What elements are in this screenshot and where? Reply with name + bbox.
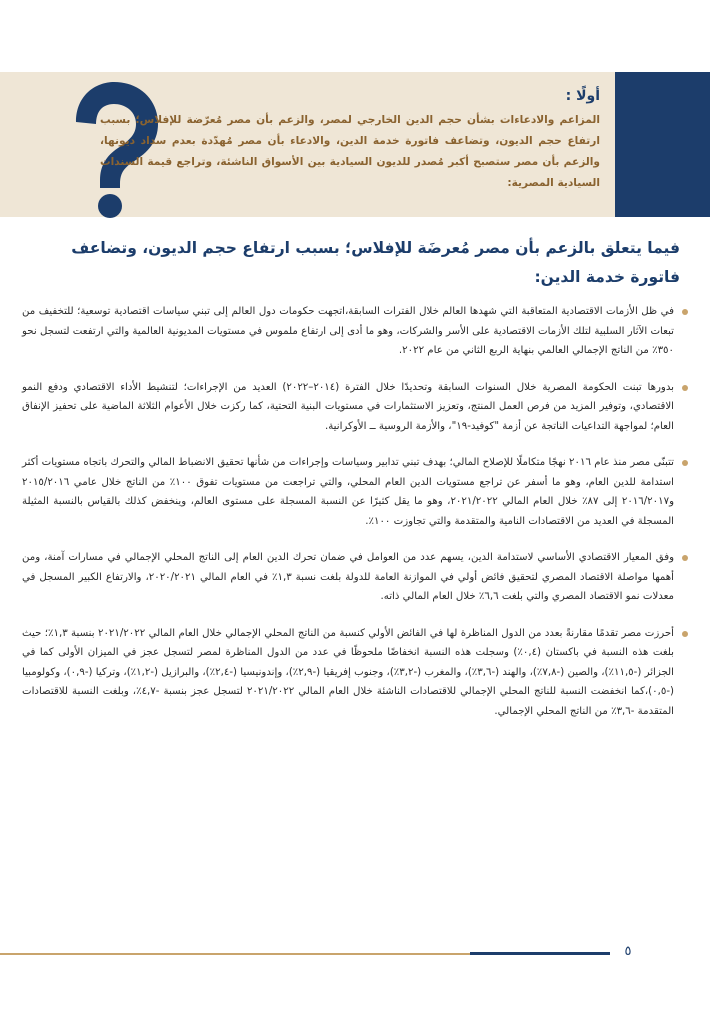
- bullet-dot-icon: [682, 555, 688, 561]
- banner-body: المزاعم والادعاءات بشأن حجم الدين الخارجي لمصر، والزعم بأن مصر مُعرّضة للإفلاس؛ بسبب ارتفاع حجم الديون، وتضاعف فاتورة خدمة الدين، والادعاء بأن مصر مُهدّدة بعدم سداد ديونها، والزعم بأن مصر ستصبح أكبر مُصدر للديون السيادية بين الأسواق الناشئة، وتراجع قيمة السندات السيادية المصرية:: [100, 114, 600, 189]
- list-item: [22, 378, 688, 437]
- footer-divider-accent: [470, 952, 610, 955]
- bullet-dot-icon: [682, 460, 688, 466]
- bullet-dot-icon: [682, 631, 688, 637]
- bullet-dot-icon: [682, 309, 688, 315]
- banner-accent-bar: [615, 72, 710, 217]
- list-item-text: أحرزت مصر تقدمًا مقارنةً بعدد من الدول المناظرة لها في الفائض الأولي كنسبة من الناتج المحلي الإجمالي خلال العام المالي ٢٠٢١/٢٠٢٢ بنسبة ١,٣٪؛ حيث بلغت هذه النسبة في باكستان (٠,٤٪) وسجلت هذه النسبة انخفاضًا ملحوظًا في عدد من الدول المناظرة لمصر لتسجل عجز في الميزان الأولى كما في الجزائر (-١١,٥٪)، والصين (-٧,٨٪)، والهند (-٣,٦٪)، والمغرب (-٣,٢٪)، وجنوب إفريقيا (-٢,٩٪)، وإندونيسيا (-٢,٤٪)، والبرازيل (-١,٢٪)، وتركيا (-٠,٩)، وكولومبيا (-٠,٥)،كما انخفضت النسبة للناتج المحلي الإجمالي للاقتصادات الناشئة خلال العام المالي ٢٠٢١/٢٠٢٢ لتسجل عجز بنسبة -٤,٧٪، وبلغت النسبة للاقتصادات المتقدمة -٣,٦٪ من الناتج المحلي الإجمالي.: [22, 627, 675, 717]
- list-item: [22, 453, 688, 531]
- list-item-text: في ظل الأزمات الاقتصادية المتعاقبة التي شهدها العالم خلال الفترات السابقة،اتجهت حكومات دول العالم إلى تبني سياسات اقتصادية توسعية؛ للتخفيف من تبعات الآثار السلبية لتلك الأزمات الاقتصادية على الأسر والشركات، وهو ما أدى إلى ارتفاع ملموس في مستويات المديونية العالمية والتي ارتفعت لتسجل نحو ٣٥٠٪ من الناتج الإجمالي العالمي بنهاية الربع الثاني من عام ٢٠٢٢.: [22, 306, 674, 356]
- list-item: [22, 624, 688, 722]
- list-item: [22, 548, 688, 607]
- bullet-list: [22, 302, 688, 738]
- list-item-text: وفق المعيار الاقتصادي الأساسي لاستدامة الدين، يسهم عدد من العوامل في ضمان تحرك الدين العام إلى الناتج المحلي الإجمالي في مسارات آمنة، ومن أهمها مواصلة الاقتصاد المصري لتحقيق فائض أولي في الموازنة العامة للدولة بلغت نسبة ١,٣٪ في العام المالي ٢٠٢٠/٢٠٢١، والارتفاع الكبير المسجل في معدلات نمو الاقتصاد المصري والتي بلغت ٦,٦٪ خلال العام المالي ذاته.: [22, 552, 674, 602]
- list-item: [22, 302, 688, 361]
- bullet-dot-icon: [682, 385, 688, 391]
- list-item-text: تتبنّى مصر منذ عام ٢٠١٦ نهجًا متكاملًا للإصلاح المالي؛ بهدف تبني تدابير وسياسات وإجراءات من شأنها تحقيق الانضباط المالي والتحرك باتجاه مستويات أكثر استدامة للدين العام، وهو ما أسفر عن تراجع مستويات الدين العام المحلي، والتي تراجعت من مستويات تفوق ١٠٠٪ من الناتج خلال عامي ٢٠١٥/٢٠١٦ و٢٠١٦/٢٠١٧ إلى ٨٧٪ خلال العام المالي ٢٠٢١/٢٠٢٢، وهو ما يقل كثيرًا عن النسبة المسجلة على مستوى العالم، وينخفض كذلك بالقياس بالنسبة المثيلة المسجلة في العديد من الاقتصادات النامية والمتقدمة والتي تجاوزت ١٠٠٪.: [22, 457, 675, 527]
- banner-heading: أولًا :: [565, 88, 600, 104]
- section-heading: فيما يتعلق بالزعم بأن مصر مُعرضَة للإفلاس؛ بسبب ارتفاع حجم الديون، وتضاعف فاتورة خدمة الدين:: [71, 239, 680, 286]
- page-number: ٥: [624, 944, 632, 959]
- banner-text-block: [100, 88, 600, 194]
- list-item-text: بدورها تبنت الحكومة المصرية خلال السنوات السابقة وتحديدًا خلال الفترة (٢٠١٤–٢٠٢٢) العديد من الإجراءات؛ لتنشيط الأداء الاقتصادي ودفع النمو الاقتصادي، وتوفير المزيد من فرص العمل المنتج، وتعزيز الاستثمارات في مستويات البنية التحتية، كما ركزت خلال الأعوام الثلاثة الماضية على تحفيز الإنفاق العام؛ لمواجهة التداعيات الناتجة عن أزمة "كوفيد-١٩"، والأزمة الروسية ــ الأوكرانية.: [22, 381, 675, 432]
